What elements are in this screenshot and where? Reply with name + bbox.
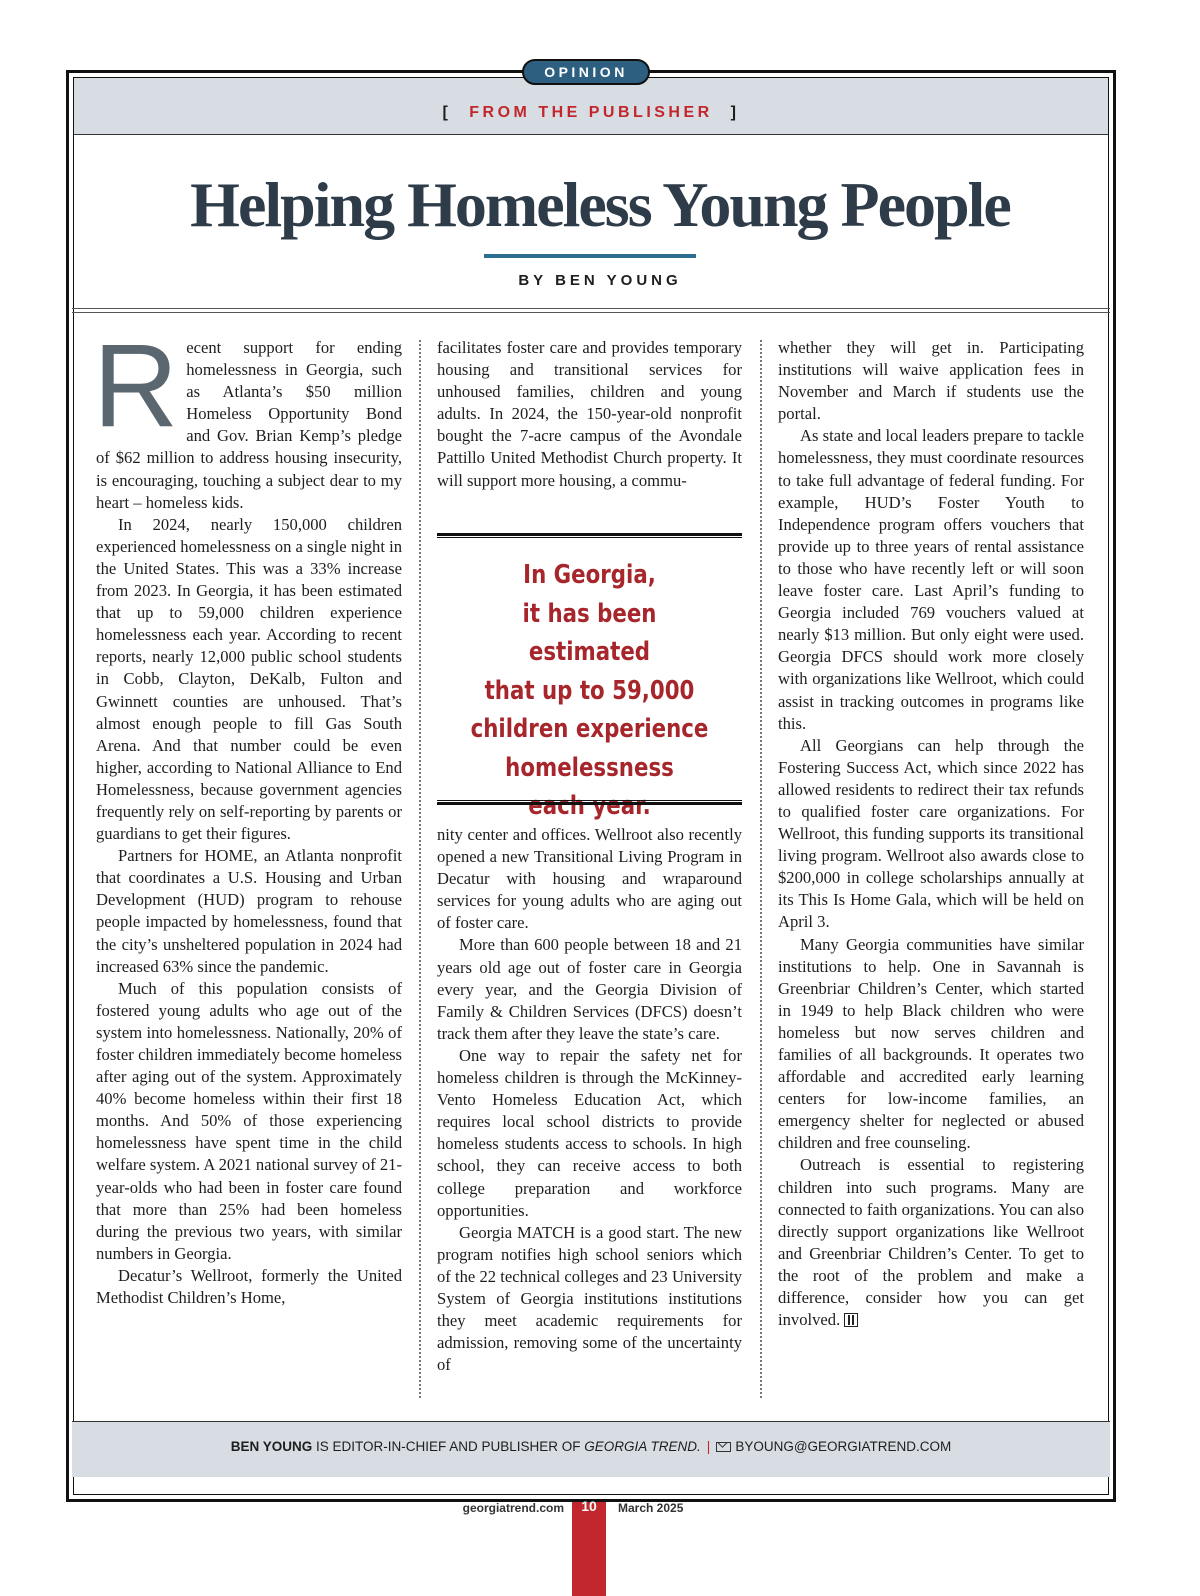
author-credit-band [72, 1421, 1110, 1477]
paragraph-text: Outreach is essential to registering children into such programs. Many are connected to faith organizations. You can also directly support organizations like Wellroot and Greenbriar Children’s Center. To get to the root of the problem and make a difference, consider how you can get involved. [778, 1155, 1084, 1330]
paragraph: whether they will get in. Participating institutions will waive application fees in November and March if students use the portal. [778, 338, 1084, 424]
title-underline [484, 254, 696, 258]
paragraph: One way to repair the safety net for homeless children is through the McKinney-Vento Homeless Education Act, which requires local school districts to provide homeless students access to schools. In high school, they can receive access to both college preparation and workforce opportunities. [437, 1045, 742, 1220]
column-3 [778, 337, 1084, 1331]
mail-icon [716, 1442, 731, 1452]
publication-name: GEORGIA TREND. [584, 1439, 701, 1454]
column-2-bottom [437, 824, 742, 1376]
end-mark-icon [844, 1313, 858, 1327]
credit-separator: | [706, 1439, 711, 1454]
pull-quote [464, 556, 714, 826]
byline: BY BEN YOUNG [518, 272, 682, 289]
author-email[interactable]: BYOUNG@GEORGIATREND.COM [735, 1439, 952, 1454]
paragraph: facilitates foster care and provides temporary housing and transitional services for unhoused families, children and young adults. In 2024, the 150-year-old nonprofit bought the 7-acre campus of the Avondale Pattillo United Methodist Church property. It will support more housing, a commu- [437, 338, 742, 490]
author-role: IS EDITOR-IN-CHIEF AND PUBLISHER OF [312, 1439, 585, 1454]
header-band [74, 78, 1108, 135]
column-divider [419, 340, 421, 1398]
pull-quote-line: it has been estimated [522, 598, 657, 667]
author-credit [72, 1439, 1110, 1454]
paragraph: Decatur’s Wellroot, formerly the United Methodist Children’s Home, [96, 1265, 402, 1308]
pull-quote-line: homelessness [505, 752, 674, 783]
column-divider [760, 340, 762, 1398]
pull-quote-line: children experience [470, 714, 709, 744]
paragraph: All Georgians can help through the Fostering Success Act, which since 2022 has allowed residents to redirect their tax refunds to qualified foster care organizations. For Wellroot, this funding supports its transitional living program. Wellroot also awards close to $200,000 in college scholarships annually at its This Is Home Gala, which will be held on April 3. [778, 735, 1084, 932]
folio-site[interactable]: georgiatrend.com [462, 1501, 564, 1515]
divider-rule [72, 312, 1110, 313]
paragraph: As state and local leaders prepare to tackle homelessness, they must coordinate resources to take full advantage of federal funding. For example, HUD’s Foster Youth to Independence program offers vouchers that provide up to three years of rental assistance to those who have recently left or will soon leave foster care. Last April’s funding to Georgia included 769 vouchers valued at nearly $13 million. But only eight were used. Georgia DFCS should work more closely with organizations like Wellroot, which could assist in tracking outcomes in programs like this. [778, 426, 1084, 733]
divider-rule [72, 308, 1110, 309]
pull-quote-line: that up to 59,000 [484, 675, 695, 706]
paragraph [93, 320, 402, 514]
paragraph [778, 1154, 1084, 1331]
column-2-top [437, 337, 742, 492]
pull-quote-line: each year. [528, 791, 651, 821]
pull-quote-top-rule [437, 533, 742, 538]
paragraph: More than 600 people between 18 and 21 years old age out of foster care in Georgia every year, and the Georgia Division of Family & Children Services (DFCS) doesn’t track them after they leave the state’s care. [437, 935, 742, 1043]
paragraph: Georgia MATCH is a good start. The new program notifies high school seniors which of the 22 technical colleges and 23 University System of Georgia institutions institutions they meet academic requirements for admission, removing some of the uncertainty of [437, 1222, 742, 1375]
paragraph: In 2024, nearly 150,000 children experienced homelessness on a single night in the United States. This was a 33% increase from 2023. In Georgia, it has been estimated that up to 59,000 children experience homelessness each year. According to recent reports, nearly 12,000 public school students in Cobb, Clayton, DeKalb, Fulton and Gwinnett counties are unhoused. That’s almost enough people to fill Gas South Arena. And that number could be even higher, according to National Alliance to End Homelessness, because government agencies frequently rely on self-reporting by parents or guardians to get their figures. [96, 514, 402, 844]
kicker-close-bracket: ] [730, 104, 740, 121]
paragraph: Partners for HOME, an Atlanta nonprofit that coordinates a U.S. Housing and Urban Development (HUD) program to rehouse people impacted by homelessness, found that the city’s unsheltered population in 2024 had increased 63% since the pandemic. [96, 846, 402, 976]
kicker-open-bracket: [ [442, 104, 452, 121]
paragraph-text: ecent support for ending homelessness in Georgia, such as Atlanta’s $50 million Homeless Opportunity Bond and Gov. Brian Kemp’s pledge of $62 million to address housing insecurity, is encouraging, touching a subject dear to my heart – homeless kids. [96, 338, 402, 512]
page-number: 10 [581, 1498, 597, 1514]
kicker-label: FROM THE PUBLISHER [469, 104, 713, 121]
pull-quote-bottom-rule [437, 800, 742, 805]
pull-quote-line: In Georgia, [523, 560, 656, 590]
folio-bar [572, 1502, 606, 1596]
author-name: BEN YOUNG [230, 1439, 313, 1454]
paragraph: nity center and offices. Wellroot also recently opened a new Transitional Living Program in Decatur with housing and wraparound services for young adults who are aging out of foster care. [437, 825, 742, 933]
section-kicker [74, 104, 1108, 122]
drop-cap: R [93, 320, 179, 452]
paragraph: Many Georgia communities have similar institutions to help. One in Savannah is Greenbriar Children’s Center, which started in 1949 to help Black children who were homeless but now serves children and families of all backgrounds. It operates two affordable and accredited early learning centers for low-income families, an emergency shelter for neglected or abused children and free counseling. [778, 934, 1084, 1153]
folio-issue: March 2025 [618, 1501, 684, 1515]
column-1 [93, 320, 402, 1309]
page-title: Helping Homeless Young People [190, 169, 1010, 240]
paragraph: Much of this population consists of fostered young adults who age out of the system into homelessness. Nationally, 20% of foster children immediately become homeless after aging out of the system. Approximately 40% become homeless within their first 18 months. And 50% of those experiencing homelessness have spent time in the child welfare system. A 2021 national survey of 21-year-olds who had been in foster care found that more than 25% had been homeless during the previous two years, with similar numbers in Georgia. [96, 978, 402, 1263]
section-tab: OPINION [522, 59, 650, 85]
